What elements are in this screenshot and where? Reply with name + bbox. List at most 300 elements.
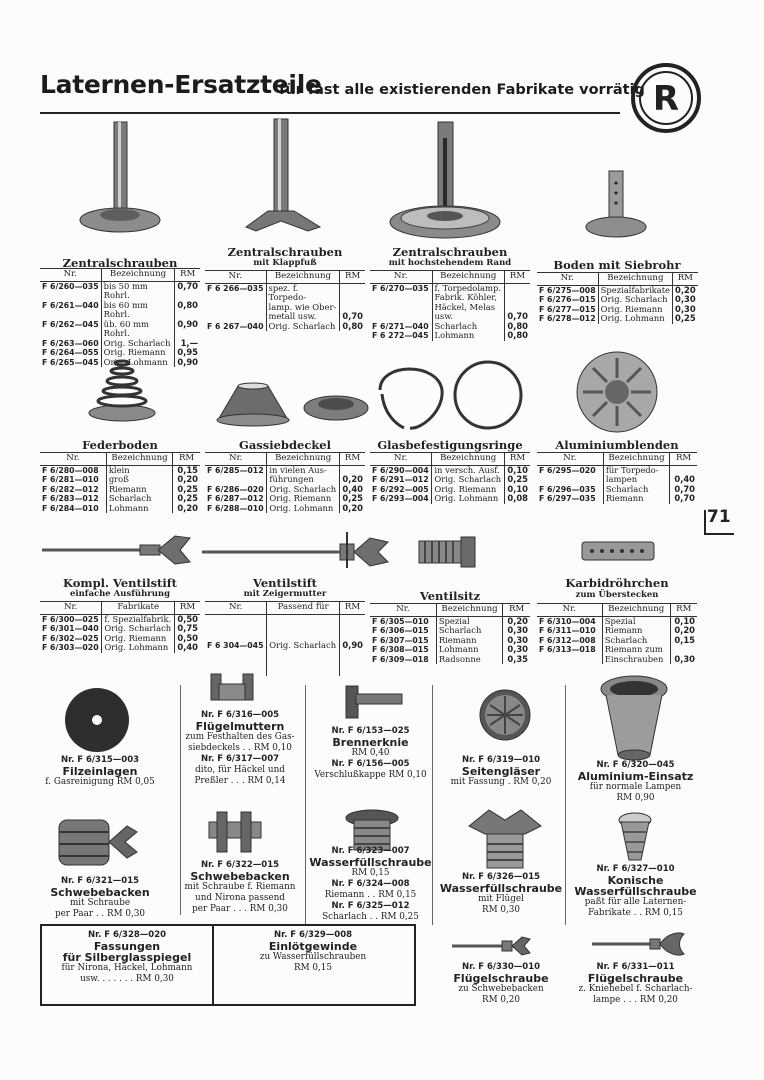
table-row — [40, 301, 200, 320]
parts-table-ventilstift-zeiger — [205, 601, 365, 676]
part-description: Orig. Riemann — [102, 634, 175, 644]
part-price: 0,15 — [670, 636, 697, 646]
part-number: F 6/265—045 — [42, 357, 99, 367]
item-number: Nr. F 6/328—020 — [87, 930, 167, 940]
item-wasserfuellschraube-1 — [308, 846, 433, 923]
item-title: Filzeinlagen — [62, 765, 138, 778]
part-description: Riemann — [436, 636, 502, 646]
header-rule — [40, 112, 620, 114]
part-price: 0,10 — [505, 485, 530, 495]
part-description: in vielen Aus- führungen — [267, 465, 340, 485]
part-description: Scharlach — [436, 626, 502, 636]
part-price: 0,80 — [340, 322, 365, 332]
table-row — [370, 331, 530, 341]
column-header: Passend für — [267, 602, 340, 615]
column-header: Nr. — [205, 453, 267, 466]
item-number: Nr. F 6/317—007 — [200, 754, 280, 764]
item-text: RM 0,20 — [481, 995, 520, 1005]
part-description: üb. 60 mm Rohrl. — [101, 320, 175, 339]
part-description: Scharlach — [602, 636, 670, 646]
part-description: bis 50 mm Rohrl. — [101, 281, 175, 301]
column-header: Nr. — [537, 453, 603, 466]
column-header: RM — [673, 273, 698, 286]
part-price: 0,30 — [673, 295, 698, 305]
item-text: RM 0,40 — [351, 748, 390, 758]
part-number: F 6/309—018 — [372, 654, 429, 664]
part-price: 0,20 — [673, 285, 698, 295]
item-number: Nr. F 6/156—005 — [331, 759, 410, 769]
part-price: 0,25 — [340, 494, 365, 504]
item-title: Wasserfüllschraube — [439, 882, 563, 895]
part-description: Riemann zum Einschrauben — [602, 645, 670, 664]
part-price: 0,08 — [505, 494, 530, 504]
part-description: Spezial — [602, 616, 670, 626]
item-number: Nr. F 6/323—007 — [331, 846, 410, 856]
table-row — [40, 504, 200, 514]
parts-table-gassiebdeckel — [205, 452, 365, 513]
item-text: per Paar . . RM 0,30 — [54, 909, 146, 919]
part-number: F 6/292—005 — [372, 484, 429, 494]
item-fassungen — [44, 930, 210, 985]
seitenglas-image — [475, 688, 535, 743]
column-header: Nr. — [370, 453, 432, 466]
part-number: F 6/262—045 — [42, 319, 99, 329]
part-price: 0,50 — [175, 634, 200, 644]
table-row — [205, 465, 365, 485]
konische-wasserfuellschraube-image — [615, 810, 655, 865]
item-title: Aluminium-Einsatz — [577, 770, 694, 783]
part-price: 0,20 — [340, 504, 365, 514]
item-text: zu Wasserfüllschrauben — [259, 952, 367, 962]
part-number: F 6/308—015 — [372, 645, 429, 654]
part-number: F 6/311—010 — [539, 626, 596, 635]
schwebebacken-image — [55, 810, 140, 875]
glasbefestigungsringe-image — [370, 350, 530, 435]
page-number: 71 — [707, 507, 731, 527]
column-header: Bezeichnung — [101, 269, 175, 282]
part-description: Riemann — [602, 626, 670, 636]
column-header: Fabrikate — [102, 602, 175, 615]
part-description: Orig. Riemann — [598, 305, 672, 315]
column-header: RM — [175, 602, 200, 615]
item-title: Einlötgewinde — [268, 940, 358, 953]
item-filzeinlagen — [30, 755, 170, 788]
column-header: RM — [175, 269, 200, 282]
part-number: F 6/284—010 — [42, 503, 99, 513]
federboden-image — [85, 355, 160, 425]
part-number: F 6/278—012 — [539, 314, 596, 323]
item-fluegelschraube-2 — [568, 962, 703, 1006]
part-description: Orig. Scharlach — [432, 475, 505, 485]
column-header: Nr. — [205, 602, 267, 615]
part-number: F 6 267—040 — [207, 321, 264, 331]
part-description: bis 60 mm Rohrl. — [101, 301, 175, 320]
item-text: RM 0,15 — [351, 868, 390, 878]
table-row — [370, 655, 530, 665]
part-description: Orig. Scharlach — [267, 485, 340, 495]
part-description: für Torpedo- lampen — [603, 465, 669, 485]
part-price: 0,25 — [673, 314, 698, 324]
item-text: dito, für Häckel und — [195, 765, 285, 775]
item-fluegelschraube-1 — [436, 962, 566, 1006]
section-subtitle: mit Zeigermutter — [243, 589, 327, 599]
column-header: Nr. — [40, 269, 101, 282]
item-title: Wasserfüllschraube — [574, 885, 697, 898]
part-number: F 6/276—015 — [539, 295, 596, 304]
part-number: F 6/305—010 — [372, 616, 429, 626]
part-price: 0,25 — [173, 485, 200, 495]
part-number: F 6/288—010 — [207, 503, 264, 513]
part-price: 0,20 — [503, 616, 530, 626]
aluminium-einsatz-image — [596, 673, 671, 765]
part-description: Scharlach — [106, 494, 172, 504]
parts-table-zentralschrauben-klappfuss — [205, 270, 365, 331]
column-header: Bezeichnung — [106, 453, 172, 466]
item-text: Scharlach . . RM 0,25 — [322, 912, 419, 922]
column-header: RM — [505, 453, 530, 466]
column-header: RM — [340, 602, 366, 615]
fluegelschraube-kniehebel-image — [588, 930, 688, 958]
part-number: F 6/293—004 — [372, 494, 429, 503]
part-price: 0,70 — [504, 283, 530, 322]
parts-table-aluminiumblenden — [537, 452, 697, 504]
part-price: 0,80 — [504, 331, 530, 341]
part-description: Riemann — [603, 494, 669, 504]
column-header: Nr. — [537, 273, 598, 286]
table-row — [537, 494, 697, 504]
part-description: Orig. Scharlach — [266, 322, 340, 332]
part-description: Orig. Riemann — [101, 348, 175, 358]
part-price: 0,70 — [670, 485, 697, 495]
karbidroehrchen-image — [578, 536, 658, 566]
filzeinlage-image — [62, 685, 132, 755]
column-header: Bezeichnung — [436, 604, 502, 617]
part-description: Riemann — [106, 485, 172, 495]
part-price: 0,20 — [340, 465, 365, 485]
item-text: für normale Lampen — [589, 782, 682, 792]
part-number: F 6/261—040 — [42, 300, 99, 310]
column-header: Bezeichnung — [598, 273, 672, 286]
item-number: Nr. F 6/330—010 — [461, 962, 541, 972]
item-text: für Nirona, Häckel, Lohmann — [61, 963, 193, 973]
part-number: F 6/285—012 — [207, 465, 264, 475]
item-number: Nr. F 6/319—010 — [461, 755, 541, 765]
part-price: 0,10 — [670, 616, 697, 626]
section-title: Zentralschrauben — [62, 256, 178, 270]
item-text: mit Schraube f. Riemann — [184, 882, 296, 892]
parts-table-federboden — [40, 452, 200, 513]
item-title: für Silberglasspiegel — [62, 951, 192, 964]
part-description: Orig. Scharlach — [598, 295, 672, 305]
column-header: RM — [173, 453, 200, 466]
table-row — [40, 281, 200, 301]
table-row — [370, 494, 530, 504]
part-number: F 6/277—015 — [539, 304, 596, 314]
section-subtitle: mit Klappfuß — [253, 258, 317, 268]
part-price: 0,30 — [670, 645, 697, 664]
part-price: 0,70 — [175, 281, 200, 301]
schwebebacken-riemann-image — [205, 808, 265, 858]
column-header: Bezeichnung — [603, 453, 669, 466]
section-title: Boden mit Siebrohr — [553, 258, 681, 272]
fluegelschraube-image — [448, 934, 533, 959]
item-number: Nr. F 6/322—015 — [200, 860, 280, 870]
part-description: Orig. Scharlach — [101, 339, 175, 349]
part-price: 0,40 — [670, 465, 697, 485]
column-header: Nr. — [205, 271, 266, 284]
page-title: Laternen-Ersatzteile — [40, 70, 322, 99]
part-price: 0,20 — [173, 504, 200, 514]
part-number: F 6/297—035 — [539, 494, 596, 503]
table-row — [537, 645, 697, 664]
table-row — [537, 465, 697, 485]
part-price: 0,20 — [670, 626, 697, 636]
part-description: in versch. Ausf. — [432, 465, 505, 475]
part-number: F 6/287—012 — [207, 494, 264, 503]
part-number: F 6/260—035 — [42, 281, 99, 291]
section-subtitle: zum Überstecken — [575, 590, 659, 600]
column-header: Bezeichnung — [266, 271, 340, 284]
part-price: 0,25 — [505, 475, 530, 485]
part-description: klein — [106, 465, 172, 475]
column-header: Nr. — [537, 604, 602, 617]
parts-table-boden-siebrohr — [537, 272, 698, 324]
item-text: mit Flügel — [478, 894, 524, 904]
part-description: Orig. Scharlach — [267, 614, 340, 676]
column-header: Nr. — [370, 271, 432, 284]
section-title: Karbidröhrchen — [565, 576, 669, 590]
table-row — [205, 283, 365, 322]
part-description: Orig. Lohmann — [598, 314, 672, 324]
item-text: f. Gasreinigung RM 0,05 — [45, 777, 155, 787]
part-number: F 6/291—012 — [372, 475, 429, 484]
item-title: Flügelmuttern — [195, 720, 285, 733]
item-number: Nr. F 6/153—025 — [331, 726, 410, 736]
item-text: und Nirona passend — [195, 893, 285, 903]
part-price: 0,15 — [173, 465, 200, 475]
zentralschraube-rand-image — [385, 118, 505, 243]
part-number: F 6/312—008 — [539, 635, 596, 645]
parts-table-zentralschrauben — [40, 268, 200, 367]
part-price: 0,90 — [175, 358, 200, 368]
brand-logo — [630, 62, 702, 134]
ventilsitz-image — [415, 535, 480, 570]
column-header: Bezeichnung — [432, 271, 504, 284]
section-title: Ventilsitz — [419, 589, 481, 603]
part-number: F 6 272—045 — [372, 331, 429, 340]
table-row — [205, 504, 365, 514]
part-description: Orig. Lohmann — [267, 504, 340, 514]
table-row — [537, 314, 698, 324]
part-price: 0,95 — [175, 348, 200, 358]
part-description: Orig. Lohmann — [101, 358, 175, 368]
item-number: Nr. F 6/329—008 — [273, 930, 353, 940]
part-price: 0,20 — [173, 475, 200, 485]
parts-table-ventilsitz — [370, 603, 530, 664]
item-title: Wasserfüllschraube — [309, 856, 432, 869]
item-schwebebacken-2 — [170, 860, 310, 915]
item-text: Riemann . . RM 0,15 — [324, 890, 417, 900]
boden-siebrohr-image — [580, 165, 655, 245]
part-number: F 6/302—025 — [42, 633, 99, 643]
item-text: siebdeckels . . RM 0,10 — [188, 743, 292, 753]
item-title: Fassungen — [93, 940, 161, 953]
item-wasserfuellschraube-2 — [436, 872, 566, 916]
item-text: mit Fassung . RM 0,20 — [450, 777, 552, 787]
part-number: F 6/282—012 — [42, 484, 99, 494]
item-text: mit Schraube — [69, 898, 131, 908]
part-price: 0,80 — [504, 322, 530, 332]
item-number: Nr. F 6/321—015 — [60, 876, 140, 886]
column-header: Bezeichnung — [602, 604, 670, 617]
table-row — [370, 283, 530, 322]
box-divider — [212, 926, 214, 1004]
part-price: 0,70 — [670, 494, 697, 504]
logo-letter: R — [652, 79, 680, 119]
aluminiumblende-image — [572, 350, 662, 435]
wasserfuellschraube-fluegel-image — [463, 806, 548, 876]
item-text: z. Kniehebel f. Scharlach- — [578, 984, 693, 994]
part-number: F 6/290—004 — [372, 465, 429, 475]
section-title: Aluminiumblenden — [555, 438, 679, 452]
zentralschraube-image — [75, 118, 165, 238]
part-number: F 6/283—012 — [42, 494, 99, 503]
part-number: F 6/270—035 — [372, 283, 429, 293]
zentralschraube-klappfuss-image — [238, 115, 328, 240]
item-title: Flügelschraube — [453, 972, 549, 985]
part-description: f. Spezialfabrik. — [102, 614, 175, 624]
item-text: RM 0,90 — [616, 793, 655, 803]
part-description: Spezialfabrikate — [598, 285, 672, 295]
section-title: Glasbefestigungsringe — [377, 438, 523, 452]
part-description: spez. f. Torpedo- lamp. wie Ober- metall usw. — [266, 283, 340, 322]
part-number: F 6/271—040 — [372, 321, 429, 331]
part-description: groß — [106, 475, 172, 485]
section-title: Federboden — [82, 438, 158, 452]
item-text: Fabrikate . . RM 0,15 — [588, 908, 683, 918]
part-price: 0,70 — [340, 283, 365, 322]
part-number: F 6/313—018 — [539, 645, 596, 654]
part-number: F 6/275—008 — [539, 285, 596, 295]
part-number: F 6/264—055 — [42, 348, 99, 357]
item-number: Nr. F 6/326—015 — [461, 872, 541, 882]
part-description: Lohmann — [106, 504, 172, 514]
part-number: F 6/306—015 — [372, 626, 429, 635]
table-row — [40, 643, 200, 653]
part-price: 0,30 — [503, 636, 530, 646]
part-number: F 6/303—020 — [42, 643, 99, 652]
part-price: 0,40 — [340, 485, 365, 495]
column-header: Nr. — [370, 604, 436, 617]
part-description: Lohmann — [432, 331, 504, 341]
item-number: Nr. F 6/327—010 — [596, 864, 675, 874]
part-number: F 6/280—008 — [42, 465, 99, 475]
item-text: RM 0,15 — [293, 963, 332, 973]
part-description: Orig. Lohmann — [432, 494, 505, 504]
item-text: paßt für alle Laternen- — [584, 897, 687, 907]
item-text: per Paar . . . RM 0,30 — [192, 904, 288, 914]
item-number: Nr. F 6/325—012 — [331, 901, 410, 911]
item-title: Seitengläser — [461, 765, 541, 778]
ventilstift-einfach-image — [40, 530, 195, 570]
item-title: Flügelschraube — [587, 972, 684, 985]
gassiebdeckel-image — [210, 378, 370, 428]
column-header: RM — [670, 604, 697, 617]
item-title: Schwebebacken — [190, 870, 290, 883]
item-seitenglaeser — [436, 755, 566, 788]
part-description: Orig. Riemann — [432, 485, 505, 495]
item-number: Nr. F 6/316—005 — [200, 710, 280, 720]
item-text: Verschlußkappe RM 0,10 — [314, 770, 427, 780]
item-title: Schwebebacken — [50, 886, 150, 899]
part-number: F 6/281—010 — [42, 475, 99, 484]
part-price: 0,10 — [505, 465, 530, 475]
table-row — [205, 322, 365, 332]
part-price: 0,35 — [503, 655, 530, 665]
item-konische-wasserfuellschraube — [568, 864, 703, 919]
section-subtitle: einfache Ausführung — [69, 589, 171, 599]
item-title: Konische — [607, 874, 664, 887]
parts-table-glasbefestigungsringe — [370, 452, 530, 504]
section-title: Kompl. Ventilstift — [62, 576, 177, 590]
column-header: Bezeichnung — [267, 453, 340, 466]
part-price: 0,90 — [175, 320, 200, 339]
page-subtitle: für fast alle existierenden Fabrikate vorrätig — [279, 82, 645, 98]
item-einloetgewinde — [216, 930, 410, 974]
item-aluminium-einsatz — [568, 760, 703, 804]
column-header: RM — [340, 453, 365, 466]
part-description: Orig. Riemann — [267, 494, 340, 504]
part-number: F 6/310—004 — [539, 616, 596, 626]
column-header: RM — [340, 271, 365, 284]
part-price: 0,30 — [503, 645, 530, 655]
part-number: F 6/286—020 — [207, 484, 264, 494]
part-price: 1,— — [175, 339, 200, 349]
part-description: f. Torpedolamp. Fabrik. Köhler, Häckel, Melas usw. — [432, 283, 504, 322]
part-description: Spezial — [436, 616, 502, 626]
part-number: F 6/301—040 — [42, 624, 99, 633]
column-header: RM — [670, 453, 697, 466]
part-number: F 6/296—035 — [539, 484, 596, 494]
brennerknie-image — [342, 682, 407, 722]
item-text: RM 0,30 — [481, 905, 520, 915]
item-number: Nr. F 6/315—003 — [60, 755, 140, 765]
section-title: Zentralschrauben — [227, 245, 343, 259]
item-schwebebacken-1 — [30, 876, 170, 920]
table-row — [40, 320, 200, 339]
item-text: Preßler . . . RM 0,14 — [194, 776, 286, 786]
item-text: zum Festhalten des Gas- — [185, 732, 295, 742]
part-description: Orig. Scharlach — [102, 624, 175, 634]
part-price: 0,50 — [175, 614, 200, 624]
part-price: 0,30 — [503, 626, 530, 636]
part-price: 0,90 — [340, 614, 366, 676]
section-title: Gassiebdeckel — [239, 438, 331, 452]
part-description: Lohmann — [436, 645, 502, 655]
item-text: zu Schwebebacken — [458, 984, 544, 994]
fluegelmutter-image — [205, 670, 260, 705]
column-header: RM — [503, 604, 530, 617]
part-description: Scharlach — [603, 485, 669, 495]
item-title: Brennerknie — [332, 736, 409, 749]
part-description: Orig. Lohmann — [102, 643, 175, 653]
part-number: F 6/263—060 — [42, 338, 99, 348]
item-fluegelmuttern — [170, 710, 310, 787]
part-price: 0,75 — [175, 624, 200, 634]
item-number: Nr. F 6/331—011 — [596, 962, 675, 972]
item-brennerknie — [308, 726, 433, 781]
part-number: F 6/295—020 — [539, 465, 596, 475]
